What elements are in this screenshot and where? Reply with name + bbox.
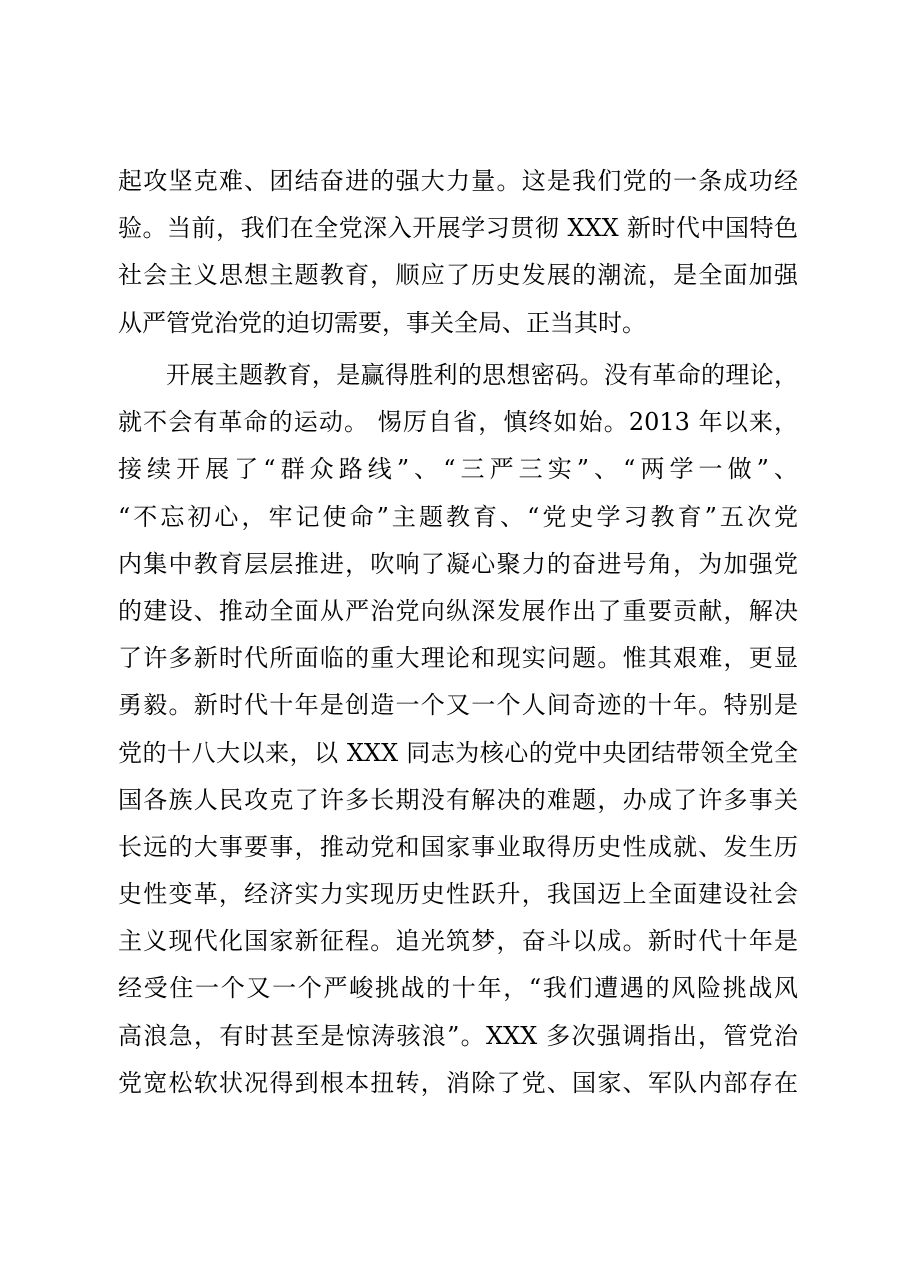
text-line: 长远的大事要事，推动党和国家事业取得历史性成就、发生历	[118, 832, 798, 861]
text-line: 接续开展了“群众路线”、“三严三实”、“两学一做”、	[118, 455, 798, 484]
text-line: 高浪急，有时甚至是惊涛骇浪”。XXX 多次强调指出，管党治	[118, 1021, 798, 1050]
text-line: 党的十八大以来，以 XXX 同志为核心的党中央团结带领全党全	[118, 738, 798, 767]
text-line: 的建设、推动全面从严治党向纵深发展作出了重要贡献，解决	[118, 596, 798, 625]
text-line: “不忘初心，牢记使命”主题教育、“党史学习教育”五次党	[118, 502, 798, 531]
paragraph-2	[118, 352, 798, 1107]
text-line: 勇毅。新时代十年是创造一个又一个人间奇迹的十年。特别是	[118, 691, 798, 720]
text-line: 国各族人民攻克了许多长期没有解决的难题，办成了许多事关	[118, 785, 798, 814]
text-line: 起攻坚克难、团结奋进的强大力量。这是我们党的一条成功经	[118, 167, 798, 195]
paragraph-1	[118, 158, 798, 347]
text-line: 从严管党治党的迫切需要，事关全局、正当其时。	[118, 308, 646, 337]
text-line: 开展主题教育，是赢得胜利的思想密码。没有革命的理论，	[166, 361, 798, 389]
text-line: 史性变革，经济实力实现历史性跃升，我国迈上全面建设社会	[118, 880, 798, 909]
text-line: 了许多新时代所面临的重大理论和现实问题。惟其艰难，更显	[118, 644, 798, 673]
text-line: 党宽松软状况得到根本扭转，消除了党、国家、军队内部存在	[118, 1068, 798, 1097]
text-line: 就不会有革命的运动。 惕厉自省，慎终如始。2013 年以来，	[118, 408, 798, 437]
text-line: 验。当前，我们在全党深入开展学习贯彻 XXX 新时代中国特色	[118, 214, 798, 243]
text-line: 主义现代化国家新征程。追光筑梦，奋斗以成。新时代十年是	[118, 927, 798, 956]
text-line: 经受住一个又一个严峻挑战的十年，“我们遭遇的风险挑战风	[118, 974, 798, 1003]
text-line: 社会主义思想主题教育，顺应了历史发展的潮流，是全面加强	[118, 261, 798, 290]
text-line: 内集中教育层层推进，吹响了凝心聚力的奋进号角，为加强党	[118, 549, 798, 578]
